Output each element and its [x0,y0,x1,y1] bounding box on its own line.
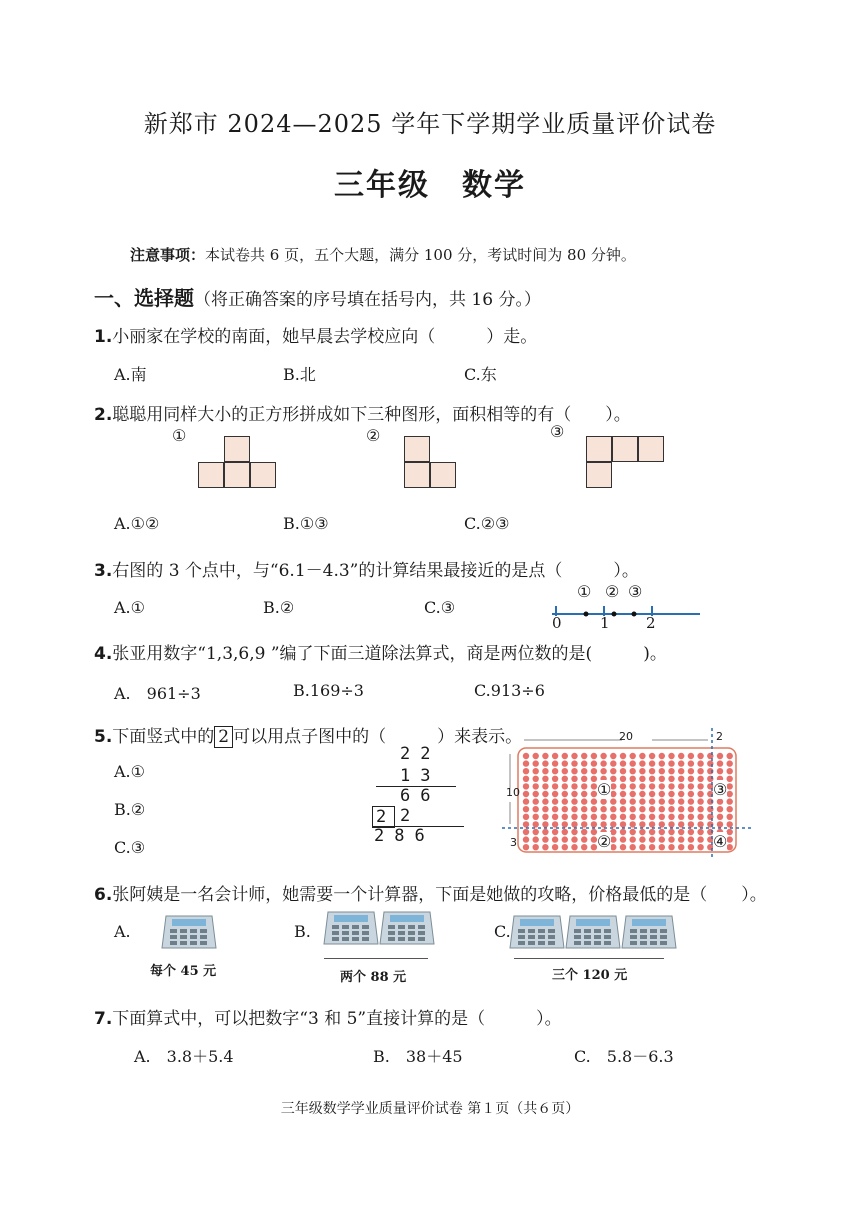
figure-label: ② [366,426,381,445]
figure-label: ③ [550,422,565,441]
question-7 [94,1004,562,1029]
calculator-icon [160,912,218,952]
question-text: 张亚用数字“1,3,6,9 ”编了下面三道除法算式，商是两位数的是( )。 [112,644,667,664]
question-6 [94,880,767,905]
dot-label-2: 2 [716,730,723,743]
tick-2: 2 [646,614,656,632]
price-c: 三个 120 元 [552,968,628,983]
q6-option-c: C. [494,922,511,941]
q3-option-b: B.② [263,598,295,617]
dot-label-10: 10 [506,786,520,799]
q5-option-a: A.① [114,762,145,781]
dot-label-20: 20 [619,730,633,743]
question-number: 7. [94,1009,113,1029]
notice-text: 本试卷共 6 页，五个大题，满分 100 分，考试时间为 80 分钟。 [205,246,636,264]
question-3 [94,556,639,581]
q6-option-a: A. [114,922,131,941]
question-number: 5. [94,727,113,747]
boxed-digit: 2 [214,726,233,748]
point-2-label: ② [605,582,620,601]
region-1-label: ① [597,780,612,799]
price-a: 每个 45 元 [150,964,217,979]
q7-option-b: B. 38＋45 [373,1047,463,1066]
q3-option-c: C.③ [424,598,456,617]
question-5 [94,722,522,748]
question-text: 小丽家在学校的南面，她早晨去学校应向（ ）走。 [112,327,538,347]
question-text: 右图的 3 个点中，与“6.1－4.3”的计算结果最接近的是点（ ）。 [112,561,639,581]
question-text: 聪聪用同样大小的正方形拼成如下三种图形，面积相等的有（ ）。 [112,405,631,425]
tick-1: 1 [600,614,610,632]
question-number: 4. [94,644,113,664]
q4-option-b: B.169÷3 [293,681,364,700]
q2-option-a: A.①② [114,514,160,533]
price-b: 两个 88 元 [340,970,407,985]
question-number: 3. [94,561,113,581]
calculator-icon [620,912,678,952]
exam-title: 新郑市 2024—2025 学年下学期学业质量评价试卷 [143,110,717,138]
q6-option-b: B. [294,922,311,941]
bracket-b [324,958,428,959]
question-number: 1. [94,327,113,347]
q1-option-a: A.南 [114,365,147,384]
vm-row-3: 66 [400,786,441,806]
question-1 [94,322,537,347]
question-text: 下面算式中，可以把数字“3 和 5”直接计算的是（ ）。 [112,1009,562,1029]
point-1-label: ① [577,582,592,601]
question-text: 张阿姨是一名会计师，她需要一个计算器，下面是她做的攻略，价格最低的是（ ）。 [112,885,767,905]
exam-subtitle: 三年级 数学 [334,168,526,203]
region-4-label: ④ [713,832,728,851]
calculator-icon [564,912,622,952]
q7-option-a: A. 3.8＋5.4 [134,1047,234,1066]
question-4 [94,639,667,664]
notice [130,244,636,265]
dot-label-3: 3 [510,836,517,849]
calculator-icon [322,908,380,948]
vm-row-4-box: 2 [372,806,395,828]
point-3-label: ③ [628,582,643,601]
q4-option-c: C.913÷6 [474,681,545,700]
vm-row-4: 2 [400,806,421,826]
page-footer: 三年级数学学业质量评价试卷 第１页（共６页） [280,1101,580,1117]
figure-label: ① [172,426,187,445]
vm-row-2: 13 [400,766,441,786]
q1-option-b: B.北 [283,365,316,384]
calculator-icon [508,912,566,952]
question-text-after: 可以用点子图中的（ ）来表示。 [233,727,523,747]
q3-option-a: A.① [114,598,145,617]
q5-option-b: B.② [114,800,146,819]
region-3-label: ③ [713,780,728,799]
q1-option-c: C.东 [464,365,497,384]
q2-option-c: C.②③ [464,514,510,533]
question-number: 2. [94,405,113,425]
q4-option-a: A. 961÷3 [114,684,201,703]
tick-0: 0 [552,614,562,632]
section-heading [94,282,541,311]
vm-row-5: 286 [374,826,435,846]
vm-row-1: 22 [400,744,441,764]
question-text-before: 下面竖式中的 [112,727,215,747]
q5-option-c: C.③ [114,838,146,857]
q2-option-b: B.①③ [283,514,329,533]
calculator-icon [378,908,436,948]
section-title: 一、选择题 [94,286,194,310]
bracket-c [514,958,664,959]
region-2-label: ② [597,832,612,851]
notice-label: 注意事项： [130,246,206,264]
question-number: 6. [94,885,113,905]
section-instruction: （将正确答案的序号填在括号内，共 16 分。） [194,290,541,310]
q7-option-c: C. 5.8－6.3 [574,1047,674,1066]
